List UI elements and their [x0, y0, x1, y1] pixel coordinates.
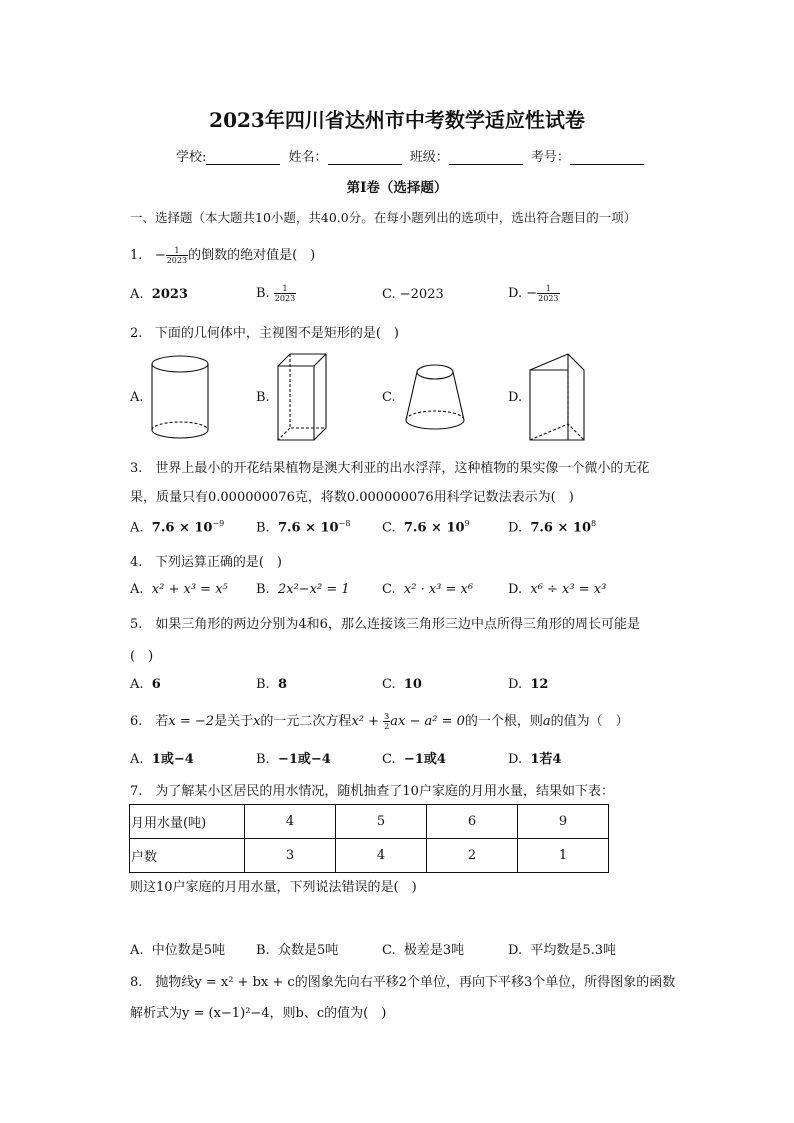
table-cell: 5: [336, 805, 427, 839]
cylinder-figure: [148, 352, 212, 444]
student-info-line: [176, 146, 648, 165]
question-8-line-2: 解析式为y = (x−1)²−4，则b、c的值为( ): [130, 1006, 387, 1021]
q2-option-d-label[interactable]: D.: [508, 390, 523, 405]
q1-frac-num: 1: [166, 246, 188, 256]
class-label: 班级：: [409, 150, 449, 165]
q5-option-d[interactable]: D. 12: [508, 677, 549, 692]
triangular-prism-figure: [526, 350, 588, 446]
school-label: 学校:: [176, 150, 207, 165]
q3-option-c[interactable]: C. $7.6 \times 10^9$: [382, 519, 470, 536]
table-cell: 2: [427, 839, 518, 873]
name-blank[interactable]: [328, 150, 402, 165]
section-heading: 一、选择题（本大题共10小题，共40.0分。在每小题列出的选项中，选出符合题目的一项）: [130, 210, 637, 225]
table-cell: 3: [245, 839, 336, 873]
q1-number: 1.: [130, 248, 143, 263]
q1-option-b[interactable]: B. $\frac{1}{2023}$: [256, 284, 296, 303]
question-7-after: 则这10户家庭的月用水量，下列说法错误的是( ): [130, 880, 417, 895]
rectangular-prism-figure: [274, 350, 334, 446]
q3-option-a[interactable]: A. $7.6 \times 10^{-9}$: [130, 519, 225, 536]
q7-option-c[interactable]: C. 极差是3吨: [382, 943, 465, 958]
question-8-line-1: 8. 抛物线y = x² + bx + c的图象先向右平移2个单位，再向下平移3个单位，所得图象的函数: [130, 975, 676, 990]
class-blank[interactable]: [449, 150, 523, 165]
q2-option-a-label[interactable]: A.: [130, 390, 144, 405]
table-cell: 4: [245, 805, 336, 839]
q6-option-b[interactable]: B. −1或−4: [256, 752, 331, 767]
q6-option-c[interactable]: C. −1或4: [382, 752, 446, 767]
q5-option-b[interactable]: B. 8: [256, 677, 287, 692]
school-blank[interactable]: [206, 150, 280, 165]
exam-no-blank[interactable]: [570, 150, 644, 165]
water-usage-table: [129, 804, 609, 873]
q5-option-c[interactable]: C. 10: [382, 677, 422, 692]
q4-option-a[interactable]: A. x² + x³ = x⁵: [130, 582, 228, 597]
q2-option-b-label[interactable]: B.: [256, 390, 270, 405]
table-row: [130, 805, 609, 839]
q7-option-b[interactable]: B. 众数是5吨: [256, 943, 339, 958]
name-label: 姓名：: [288, 150, 328, 165]
question-7: 7. 为了解某小区居民的用水情况，随机抽查了10户家庭的月用水量，结果如下表：: [130, 784, 614, 799]
q1-a-value: 2023: [151, 287, 188, 302]
question-5-line-1: 5. 如果三角形的两边分别为4和6，那么连接该三角形三边中点所得三角形的周长可能是: [130, 617, 640, 632]
table-cell: 4: [336, 839, 427, 873]
part-heading: 第Ⅰ卷（选择题）: [346, 180, 448, 196]
question-6: 6. 若x = −2是关于x的一元二次方程x² + $\frac{3}{2}$ ax − a² = 0的一个根，则a的值为（ ）: [130, 712, 629, 731]
table-cell: 1: [518, 839, 609, 873]
question-4: 4. 下列运算正确的是( ): [130, 555, 282, 570]
table-row-head: 月用水量(吨): [130, 805, 245, 839]
exam-no-label: 考号：: [530, 150, 570, 165]
q1-frac-den: 2023: [166, 256, 188, 265]
q1-neg: −: [154, 248, 166, 263]
q6-option-d[interactable]: D. 1若4: [508, 752, 562, 767]
q7-option-d[interactable]: D. 平均数是5.3吨: [508, 943, 617, 958]
q1-option-a[interactable]: A. 2023: [130, 287, 188, 302]
q4-option-c[interactable]: C. x² · x³ = x⁶: [382, 582, 474, 597]
q1-option-c[interactable]: C. −2023: [382, 287, 444, 302]
question-5-line-2: ( ): [130, 649, 154, 664]
q4-option-d[interactable]: D. x⁶ ÷ x³ = x³: [508, 582, 607, 597]
q3-option-d[interactable]: D. $7.6 \times 10^8$: [508, 519, 597, 536]
q3-option-b[interactable]: B. $7.6 \times 10^{-8}$: [256, 519, 351, 536]
question-2: 2. 下面的几何体中，主视图不是矩形的是( ): [130, 326, 399, 341]
page-title: 2023年四川省达州市中考数学适应性试卷: [209, 108, 585, 132]
table-row: [130, 839, 609, 873]
frustum-figure: [402, 360, 468, 434]
question-1: [130, 244, 315, 265]
q6-option-a[interactable]: A. 1或−4: [130, 752, 194, 767]
table-cell: 6: [427, 805, 518, 839]
q7-option-a[interactable]: A. 中位数是5吨: [130, 943, 226, 958]
question-3-line-1: 3. 世界上最小的开花结果植物是澳大利亚的出水浮萍，这种植物的果实像一个微小的无花: [130, 461, 650, 476]
q1-fraction: [166, 246, 188, 265]
q5-option-a[interactable]: A. 6: [130, 677, 161, 692]
table-row-head: 户数: [130, 839, 245, 873]
q1-option-d[interactable]: D. − $\frac{1}{2023}$: [508, 284, 559, 303]
q4-option-b[interactable]: B. 2x²−x² = 1: [256, 582, 350, 597]
table-cell: 9: [518, 805, 609, 839]
q1-text: 的倒数的绝对值是( ): [188, 248, 316, 263]
q2-option-c-label[interactable]: C.: [382, 390, 396, 405]
question-3-line-2: 果，质量只有0.000000076克，将数0.000000076用科学记数法表示为( ): [130, 490, 574, 505]
